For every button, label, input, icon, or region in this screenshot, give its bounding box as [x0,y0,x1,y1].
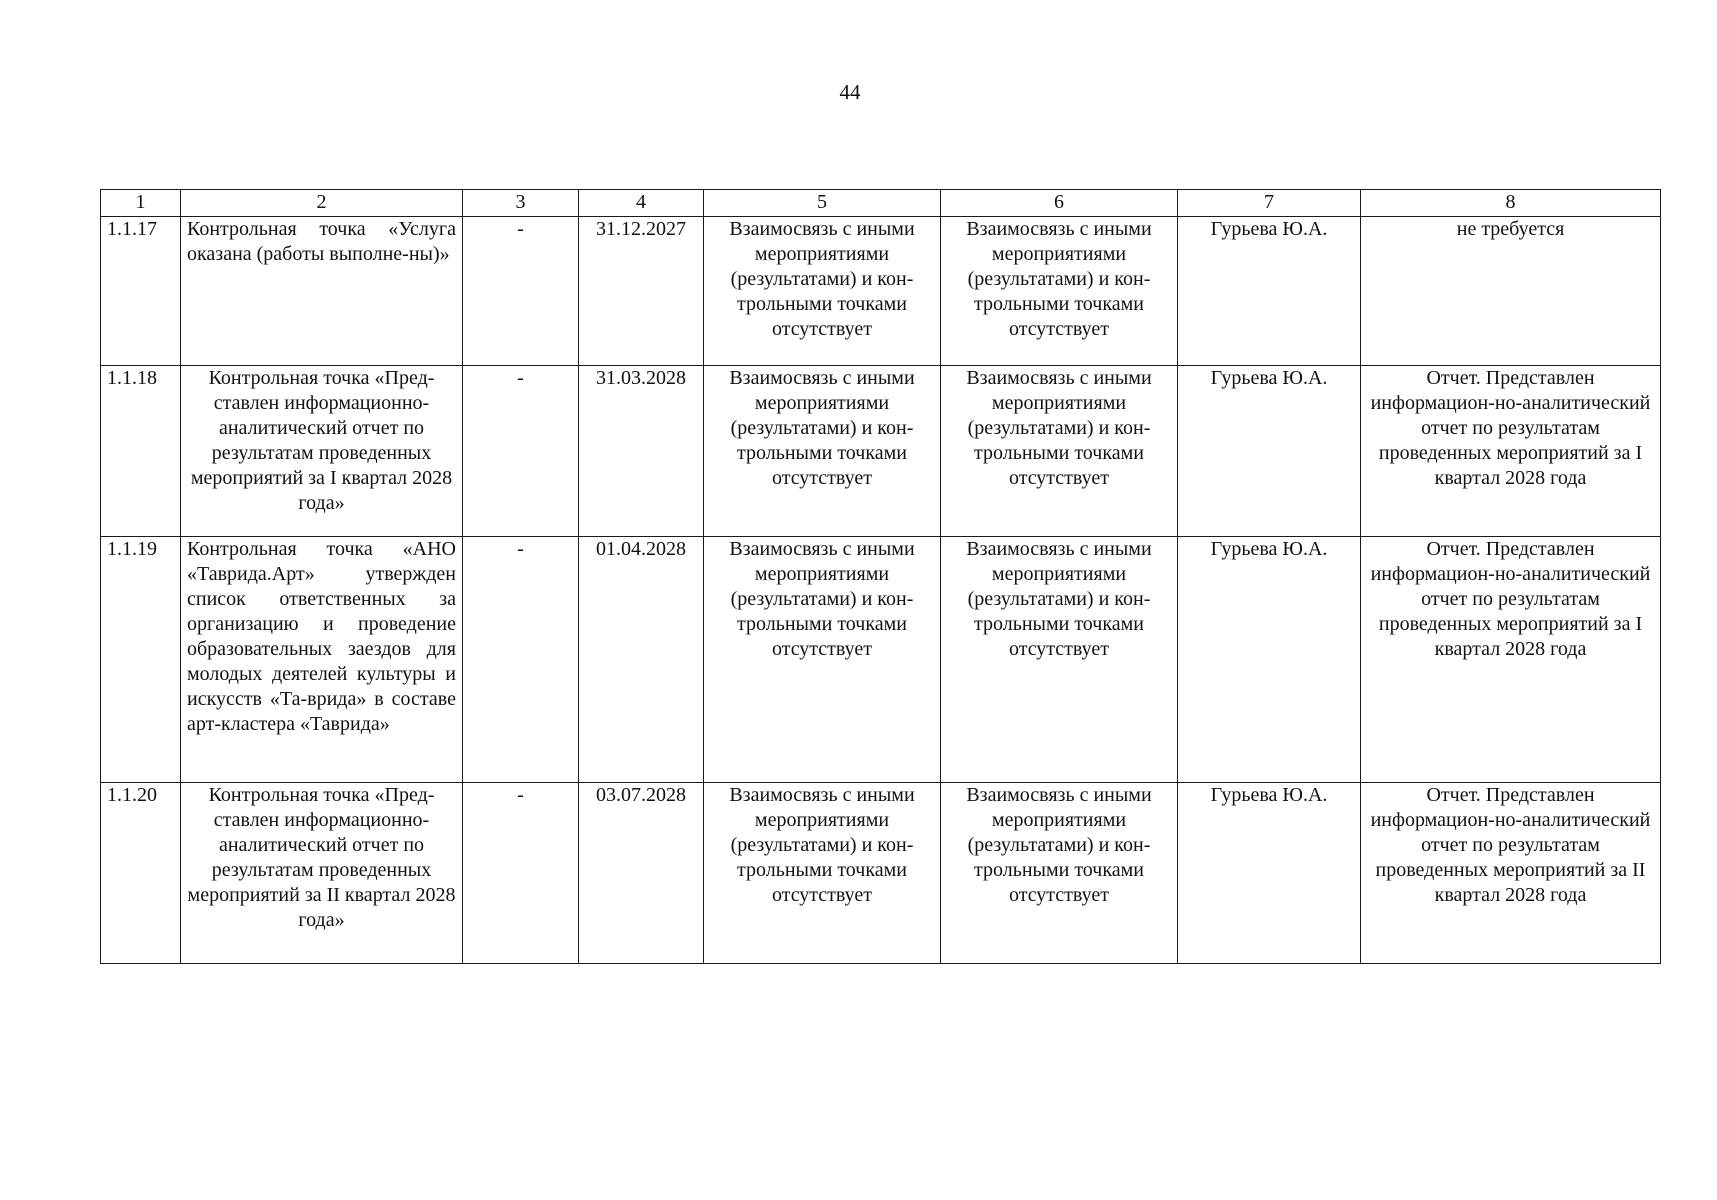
control-point-name: Контрольная точка «Пред-ставлен информационно-аналитический отчет по результатам проведенных мероприятий за I квартал 2028 года» [181,366,463,537]
page-number: 44 [839,80,861,104]
control-point-name: Контрольная точка «Услуга оказана (работы выполне-ны)» [181,217,463,366]
confirming-document: Отчет. Представлен информацион-но-аналитический отчет по результатам проведенных мероприятий за I квартал 2028 года [1361,366,1661,537]
deadline-date: 01.04.2028 [579,537,704,783]
relation-predecessors: Взаимосвязь с иными мероприятиями (результатами) и кон-трольными точками отсутствует [704,783,941,964]
column-header-5: 5 [704,190,941,217]
column-header-6: 6 [941,190,1178,217]
column-header-7: 7 [1178,190,1361,217]
table-row [101,537,1661,783]
column-3-value: - [463,217,579,366]
column-header-8: 8 [1361,190,1661,217]
column-3-value: - [463,537,579,783]
control-point-name: Контрольная точка «Пред-ставлен информационно-аналитический отчет по результатам проведенных мероприятий за II квартал 2028 года» [181,783,463,964]
deadline-date: 31.12.2027 [579,217,704,366]
deadline-date: 31.03.2028 [579,366,704,537]
row-number: 1.1.18 [101,366,181,537]
relation-predecessors: Взаимосвязь с иными мероприятиями (результатами) и кон-трольными точками отсутствует [704,537,941,783]
relation-successors: Взаимосвязь с иными мероприятиями (результатами) и кон-трольными точками отсутствует [941,537,1178,783]
column-header-4: 4 [579,190,704,217]
relation-successors: Взаимосвязь с иными мероприятиями (результатами) и кон-трольными точками отсутствует [941,366,1178,537]
column-header-2: 2 [181,190,463,217]
column-header-3: 3 [463,190,579,217]
relation-predecessors: Взаимосвязь с иными мероприятиями (результатами) и кон-трольными точками отсутствует [704,366,941,537]
responsible-person: Гурьева Ю.А. [1178,217,1361,366]
column-3-value: - [463,783,579,964]
relation-successors: Взаимосвязь с иными мероприятиями (результатами) и кон-трольными точками отсутствует [941,783,1178,964]
table-row [101,217,1661,366]
row-number: 1.1.17 [101,217,181,366]
row-number: 1.1.20 [101,783,181,964]
table-row [101,783,1661,964]
control-point-name: Контрольная точка «АНО «Таврида.Арт» утвержден список ответственных за организацию и проведение образовательных заездов для молодых деятелей культуры и искусств «Та-врида» в составе арт-кластера «Таврида» [181,537,463,783]
confirming-document: Отчет. Представлен информацион-но-аналитический отчет по результатам проведенных мероприятий за II квартал 2028 года [1361,783,1661,964]
control-points-table [100,189,1661,964]
responsible-person: Гурьева Ю.А. [1178,537,1361,783]
column-header-1: 1 [101,190,181,217]
relation-successors: Взаимосвязь с иными мероприятиями (результатами) и кон-трольными точками отсутствует [941,217,1178,366]
header-row [101,190,1661,217]
relation-predecessors: Взаимосвязь с иными мероприятиями (результатами) и кон-трольными точками отсутствует [704,217,941,366]
deadline-date: 03.07.2028 [579,783,704,964]
confirming-document: не требуется [1361,217,1661,366]
responsible-person: Гурьева Ю.А. [1178,366,1361,537]
responsible-person: Гурьева Ю.А. [1178,783,1361,964]
table-row [101,366,1661,537]
column-3-value: - [463,366,579,537]
row-number: 1.1.19 [101,537,181,783]
confirming-document: Отчет. Представлен информацион-но-аналитический отчет по результатам проведенных мероприятий за I квартал 2028 года [1361,537,1661,783]
